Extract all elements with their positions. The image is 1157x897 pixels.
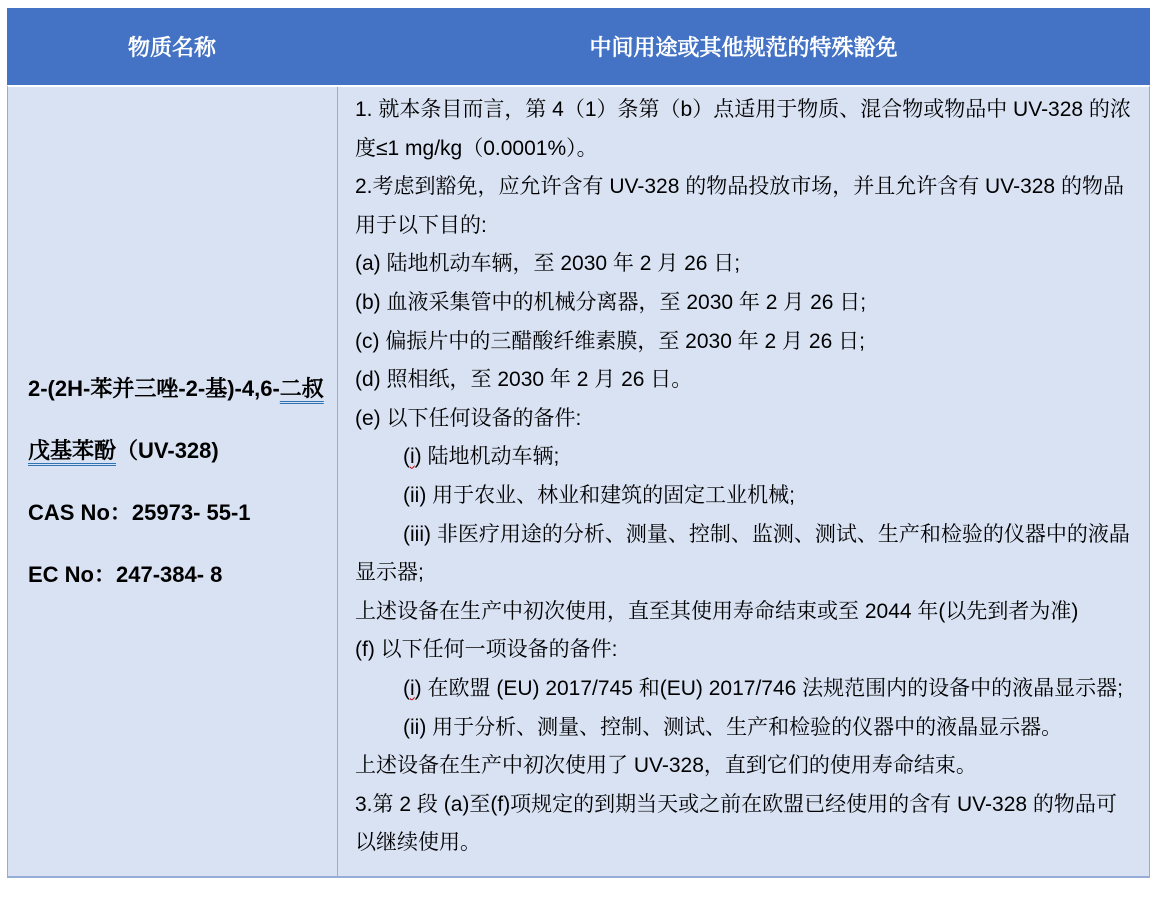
exemption-clause-1: 1. 就本条目而言，第 4（1）条第（b）点适用于物质、混合物或物品中 UV-328 的浓度≤1 mg/kg（0.0001%）。 [355, 98, 1131, 160]
column-header-substance-name: 物质名称 [127, 35, 216, 60]
exemption-item-f-ii: (ii) 用于分析、测量、控制、测试、生产和检验的仪器中的液晶显示器。 [403, 715, 1063, 739]
substance-name-line1 [28, 358, 325, 420]
substance-name-cell [8, 87, 338, 876]
spellcheck-squiggle-text: i [410, 445, 415, 469]
exemption-note-e: 上述设备在生产中初次使用，直至其使用寿命结束或至 2044 年(以先到者为准) [355, 599, 1079, 623]
exemption-item-e-i [355, 438, 1137, 477]
exemption-item-c: (c) 偏振片中的三醋酸纤维素膜，至 2030 年 2 月 26 日; [355, 329, 865, 353]
column-header-exemptions: 中间用途或其他规范的特殊豁免 [589, 35, 898, 60]
exemption-item-e-ii: (ii) 用于农业、林业和建筑的固定工业机械; [403, 483, 795, 507]
exemption-item-b: (b) 血液采集管中的机械分离器，至 2030 年 2 月 26 日; [355, 290, 867, 314]
item-marker-paren: ( [403, 676, 410, 700]
exemptions-cell [338, 87, 1149, 876]
table-body-row [7, 85, 1150, 878]
cas-number: CAS No：25973- 55-1 [28, 499, 251, 525]
exemption-note-f: 上述设备在生产中初次使用了 UV-328，直到它们的使用寿命结束。 [355, 754, 977, 778]
item-marker-paren: ( [403, 445, 410, 469]
item-text: ) 陆地机动车辆; [414, 445, 560, 469]
exemption-item-f: (f) 以下任何一项设备的备件: [355, 638, 618, 662]
grammar-double-underline-text: 二叔 [279, 375, 324, 401]
spellcheck-squiggle-text: i [410, 676, 415, 700]
substance-name-line2 [28, 420, 325, 482]
exemption-item-d: (d) 照相纸，至 2030 年 2 月 26 日。 [355, 368, 693, 392]
exemption-item-e: (e) 以下任何设备的备件: [355, 406, 582, 430]
substance-exemption-table [7, 8, 1150, 878]
grammar-double-underline-text: 戊基苯酚 [28, 437, 117, 463]
exemption-item-f-i [355, 670, 1137, 709]
substance-name-text: 2-(2H-苯并三唑-2-基)-4,6- [28, 375, 280, 401]
ec-number: EC No：247-384- 8 [28, 561, 223, 587]
substance-abbreviation: （UV-328) [116, 437, 219, 463]
item-text: ) 在欧盟 (EU) 2017/745 和(EU) 2017/746 法规范围内的设备中的液晶显示器; [414, 676, 1123, 700]
table-header-row [7, 8, 1150, 85]
exemption-clause-3: 3.第 2 段 (a)至(f)项规定的到期当天或之前在欧盟已经使用的含有 UV-328 的物品可以继续使用。 [355, 792, 1117, 855]
exemption-item-e-iii: (iii) 非医疗用途的分析、测量、控制、监测、测试、生产和检验的仪器中的液晶显示器; [355, 522, 1130, 585]
exemption-clause-2: 2.考虑到豁免，应允许含有 UV-328 的物品投放市场，并且允许含有 UV-328 的物品用于以下目的: [355, 175, 1124, 237]
exemption-item-a: (a) 陆地机动车辆，至 2030 年 2 月 26 日; [355, 252, 741, 276]
